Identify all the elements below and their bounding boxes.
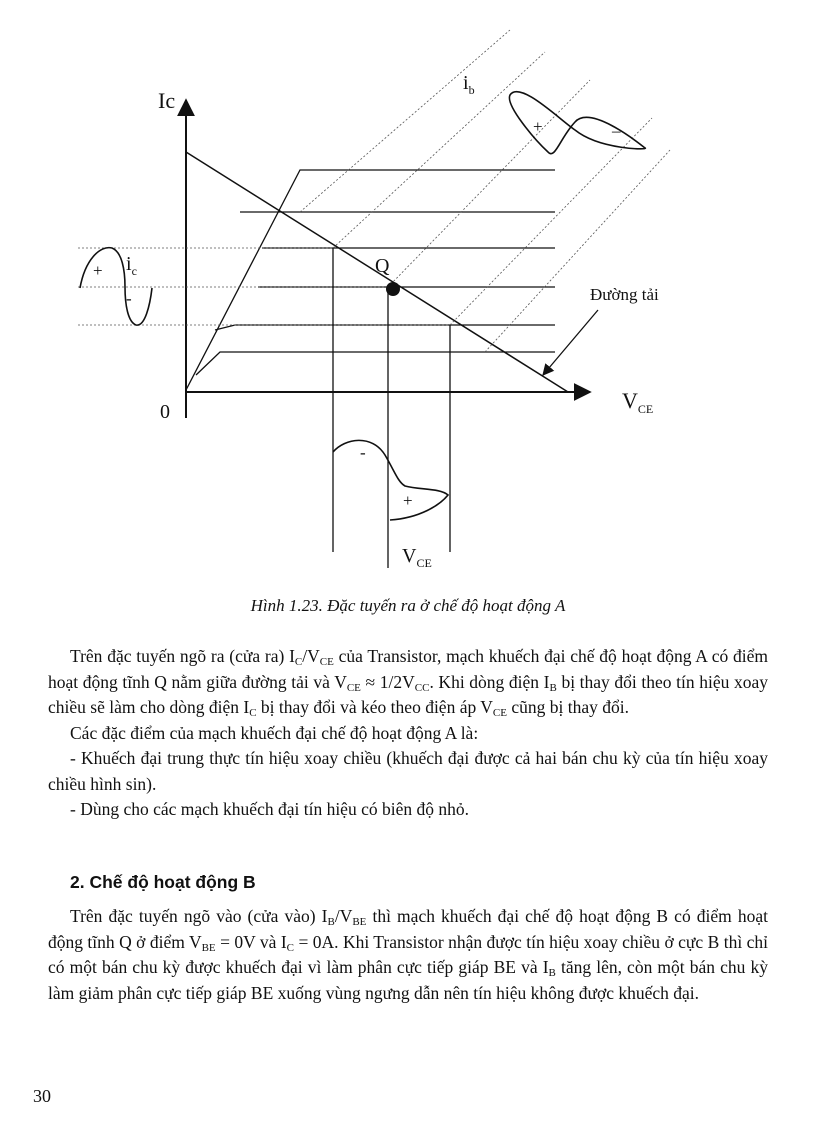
- ib-plus: +: [533, 117, 543, 136]
- vce-signal-wave: [333, 440, 448, 520]
- ic-minus: -: [126, 289, 132, 308]
- caption-text: Đặc tuyến ra ở chế độ hoạt động A: [327, 596, 566, 615]
- vce-plus: +: [403, 491, 413, 510]
- curve-ib-2: [215, 325, 555, 330]
- page-number: 30: [33, 1086, 51, 1106]
- ic-plus: +: [93, 261, 103, 280]
- body-block-1: [48, 644, 768, 823]
- ic-label: $i_c$: [126, 253, 137, 278]
- ib-label: $i_b$: [463, 72, 475, 97]
- vce-minus: -: [360, 443, 366, 462]
- ic-axis-label: Ic: [158, 88, 176, 113]
- q-point: [386, 282, 400, 296]
- load-line-pointer: [543, 310, 598, 375]
- section-heading-mode-b: 2. Chế độ hoạt động B: [70, 872, 256, 892]
- figure-caption: [0, 596, 816, 616]
- vce-axis-label: $V_{CE}$: [622, 388, 654, 416]
- ic-signal-wave: [80, 248, 152, 326]
- bullet-small-signal: - Dùng cho các mạch khuếch đại tín hiệu có biên độ nhỏ.: [70, 799, 469, 819]
- body-block-2: [48, 904, 768, 1006]
- ib-signal-wave: [509, 92, 645, 154]
- curve-ib-6: [186, 170, 555, 390]
- origin-label: 0: [160, 401, 170, 423]
- bullet-faithful-amplification: - Khuếch đại trung thực tín hiệu xoay chiều (khuếch đại được cả hai bán chu kỳ của tín hiệu xoay chiều hình sin).: [48, 748, 768, 794]
- paragraph-features-intro: Các đặc điểm của mạch khuếch đại chế độ hoạt động A là:: [70, 722, 479, 743]
- caption-figure-number: Hình 1.23.: [250, 596, 323, 615]
- paragraph-mode-b: Trên đặc tuyến ngõ vào (cửa vào) $I_B/V_{BE}$ thì mạch khuếch đại chế độ hoạt động B có điểm hoạt động tĩnh Q ở điểm $V_{BE} = 0V$ và $I_C = 0A$. Khi Transistor nhận được tín hiệu xoay chiều ở cực B thì chỉ có một bán chu kỳ được khuếch đại vì làm phân cực tiếp giáp BE và $I_B$ tăng lên, còn một bán chu kỳ làm giảm phân cực tiếp giáp BE xuống vùng ngưng dẫn nên tín hiệu không được khuếch đại.: [48, 906, 768, 1003]
- ib-minus: –: [612, 121, 621, 140]
- q-point-label: Q: [375, 255, 390, 277]
- vce-bottom-label: $V_{CE}$: [402, 545, 432, 570]
- characteristic-curves: [186, 170, 555, 390]
- curve-ib-1: [196, 352, 555, 375]
- paragraph-output-characteristic: Trên đặc tuyến ngõ ra (cửa ra) $I_C/V_{CE}$ của Transistor, mạch khuếch đại chế độ hoạt động A có điểm hoạt động tĩnh Q nằm giữa đường tải và $V_{CE} \approx 1/2V_{CC}$. Khi dòng điện $I_B$ bị thay đổi theo tín hiệu xoay chiều sẽ làm cho dòng điện $I_C$ bị thay đổi và kéo theo điện áp $V_{CE}$ cũng bị thay đổi.: [48, 646, 768, 719]
- load-line-label: Đường tải: [590, 285, 659, 304]
